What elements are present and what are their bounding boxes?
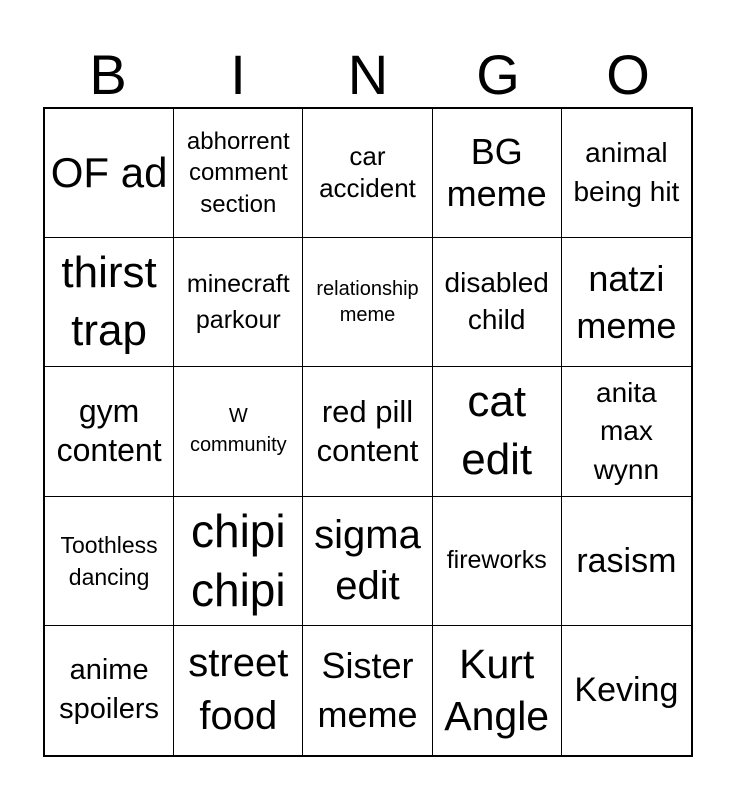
bingo-cell[interactable] <box>433 367 562 496</box>
cell-label: thirst trap <box>61 248 157 356</box>
cell-label: street food <box>188 641 289 739</box>
bingo-cell[interactable] <box>174 367 303 496</box>
cell-label: W community <box>189 405 287 457</box>
cell-label: anita max wynn <box>593 376 660 485</box>
bingo-cell[interactable] <box>433 109 562 238</box>
bingo-cell[interactable] <box>174 626 303 755</box>
bingo-cell[interactable] <box>174 238 303 367</box>
header-letter-b: B <box>89 43 127 106</box>
header-letter-o: O <box>606 43 650 106</box>
bingo-cell[interactable] <box>433 497 562 626</box>
cell-label: Keving <box>574 671 679 710</box>
cell-label: Sister meme <box>317 644 418 736</box>
cell-label: animal being hit <box>573 137 680 208</box>
cell-label: abhorrent comment section <box>186 127 290 218</box>
header-letter-n: N <box>347 43 389 106</box>
bingo-cell[interactable] <box>303 109 432 238</box>
bingo-cell[interactable] <box>303 626 432 755</box>
cell-label: BG meme <box>446 130 547 215</box>
cell-label: rasism <box>576 541 677 580</box>
cell-label: OF ad <box>50 149 168 197</box>
cell-label: natzi meme <box>576 257 677 347</box>
cell-label: car accident <box>319 141 416 204</box>
cell-label: chipi chipi <box>190 504 286 616</box>
bingo-cell[interactable] <box>303 367 432 496</box>
header-letter-g: G <box>476 43 520 106</box>
bingo-cell[interactable] <box>45 626 174 755</box>
cell-label: Toothless dancing <box>60 531 158 590</box>
bingo-cell[interactable] <box>562 626 691 755</box>
bingo-cell[interactable] <box>303 238 432 367</box>
bingo-board <box>43 107 693 757</box>
bingo-cell[interactable] <box>562 109 691 238</box>
bingo-cell[interactable] <box>45 109 174 238</box>
bingo-cell[interactable] <box>174 109 303 238</box>
cell-label: minecraft parkour <box>186 270 290 335</box>
cell-label: disabled child <box>444 267 549 336</box>
bingo-cell[interactable] <box>562 238 691 367</box>
cell-label: anime spoilers <box>59 653 160 726</box>
bingo-cell[interactable] <box>45 367 174 496</box>
cell-label: red pill content <box>316 393 419 469</box>
header-letter-i: I <box>230 43 246 106</box>
cell-label: Kurt Angle <box>444 640 550 740</box>
bingo-cell[interactable] <box>45 497 174 626</box>
bingo-cell[interactable] <box>433 238 562 367</box>
bingo-header <box>43 44 693 106</box>
cell-label: relationship meme <box>316 277 419 327</box>
bingo-cell[interactable] <box>45 238 174 367</box>
bingo-cell[interactable] <box>433 626 562 755</box>
cell-label: cat edit <box>461 377 533 485</box>
bingo-cell[interactable] <box>174 497 303 626</box>
cell-label: gym content <box>56 393 162 469</box>
bingo-cell[interactable] <box>562 497 691 626</box>
cell-label: sigma edit <box>314 512 421 608</box>
bingo-cell[interactable] <box>562 367 691 496</box>
cell-label: fireworks <box>446 546 547 575</box>
bingo-cell[interactable] <box>303 497 432 626</box>
